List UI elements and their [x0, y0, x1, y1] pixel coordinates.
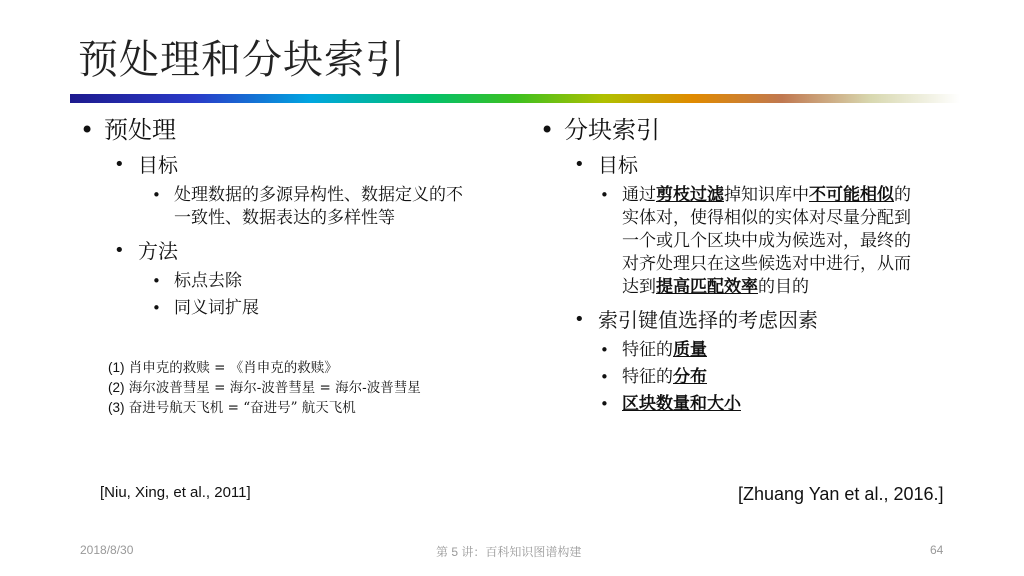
example-text: 肖申克的救赎 = 《肖申克的救赎》 [128, 360, 338, 376]
right-heading: 分块索引 [564, 116, 660, 144]
bullet-icon: • [600, 186, 609, 204]
method-list-item [152, 297, 500, 320]
goal-text-part: 掉知识库中 [724, 185, 809, 205]
right-goal-item [574, 150, 960, 180]
right-factors-label: 索引键值选择的考虑因素 [598, 308, 818, 332]
footer-date: 2018/8/30 [80, 543, 134, 557]
factor-emphasis: 分布 [673, 367, 707, 387]
factor-list-item [600, 366, 960, 389]
factor-list-item [600, 339, 960, 362]
example-number: (2) [108, 380, 125, 395]
right-citation: [Zhuang Yan et al., 2016.] [738, 484, 944, 504]
goal-emphasis: 提高匹配效率 [656, 277, 758, 297]
slide-title: 预处理和分块索引 [78, 37, 406, 83]
rainbow-divider [70, 94, 960, 103]
right-factors-item [574, 305, 960, 335]
left-citation: [Niu, Xing, et al., 2011] [100, 484, 251, 501]
left-method-item [114, 236, 500, 266]
bullet-icon: • [152, 299, 161, 317]
factor-list-item [600, 393, 960, 416]
bullet-icon: • [114, 240, 125, 261]
right-goal-label: 目标 [598, 153, 638, 177]
goal-text-part: 通过 [622, 185, 656, 205]
factor-emphasis: 区块数量和大小 [622, 394, 741, 414]
right-goal-detail [600, 184, 922, 299]
factor-prefix: 特征的 [622, 367, 673, 387]
left-goal-label: 目标 [138, 153, 178, 177]
goal-text-part: 的目的 [758, 277, 809, 297]
bullet-icon: • [540, 116, 555, 144]
bullet-icon: • [80, 116, 95, 144]
example-row [108, 398, 508, 418]
examples-list [108, 358, 508, 418]
factor-emphasis: 质量 [673, 340, 707, 360]
bullet-icon: • [600, 368, 609, 386]
example-row [108, 358, 508, 378]
footer-page-number: 64 [930, 543, 944, 557]
example-number: (3) [108, 400, 125, 415]
left-heading: 预处理 [104, 116, 176, 144]
right-heading-item [540, 112, 960, 148]
bullet-icon: • [600, 395, 609, 413]
goal-text-part: 的实体对，使得相似的实体对尽量分配到一个或几个区块中成为候选对，最终的对齐处理只在这些候选对中进行，从而达到 [622, 185, 911, 297]
bullet-icon: • [114, 154, 125, 175]
footer-lecture-title: 第 5 讲：百科知识图谱构建 [436, 545, 582, 559]
factor-prefix: 特征的 [622, 340, 673, 360]
bullet-icon: • [152, 186, 161, 204]
example-text: 海尔波普彗星 = 海尔-波普彗星 = 海尔-波普彗星 [128, 380, 421, 396]
goal-emphasis: 剪枝过滤 [656, 185, 724, 205]
bullet-icon: • [574, 309, 585, 330]
example-row [108, 378, 508, 398]
left-goal-detail [152, 184, 474, 230]
bullet-icon: • [152, 272, 161, 290]
left-goal-item [114, 150, 500, 180]
left-method-label: 方法 [138, 239, 178, 263]
method-text: 标点去除 [174, 271, 242, 291]
method-list-item [152, 270, 500, 293]
example-number: (1) [108, 360, 125, 375]
example-text: 奋进号航天飞机 = “奋进号” 航天飞机 [128, 400, 356, 416]
left-column [80, 112, 500, 320]
bullet-icon: • [574, 154, 585, 175]
goal-emphasis: 不可能相似 [809, 185, 894, 205]
left-goal-text: 处理数据的多源异构性、数据定义的不一致性、数据表达的多样性等 [174, 185, 463, 228]
right-column [540, 112, 960, 416]
method-text: 同义词扩展 [174, 298, 259, 318]
bullet-icon: • [600, 341, 609, 359]
left-heading-item [80, 112, 500, 148]
